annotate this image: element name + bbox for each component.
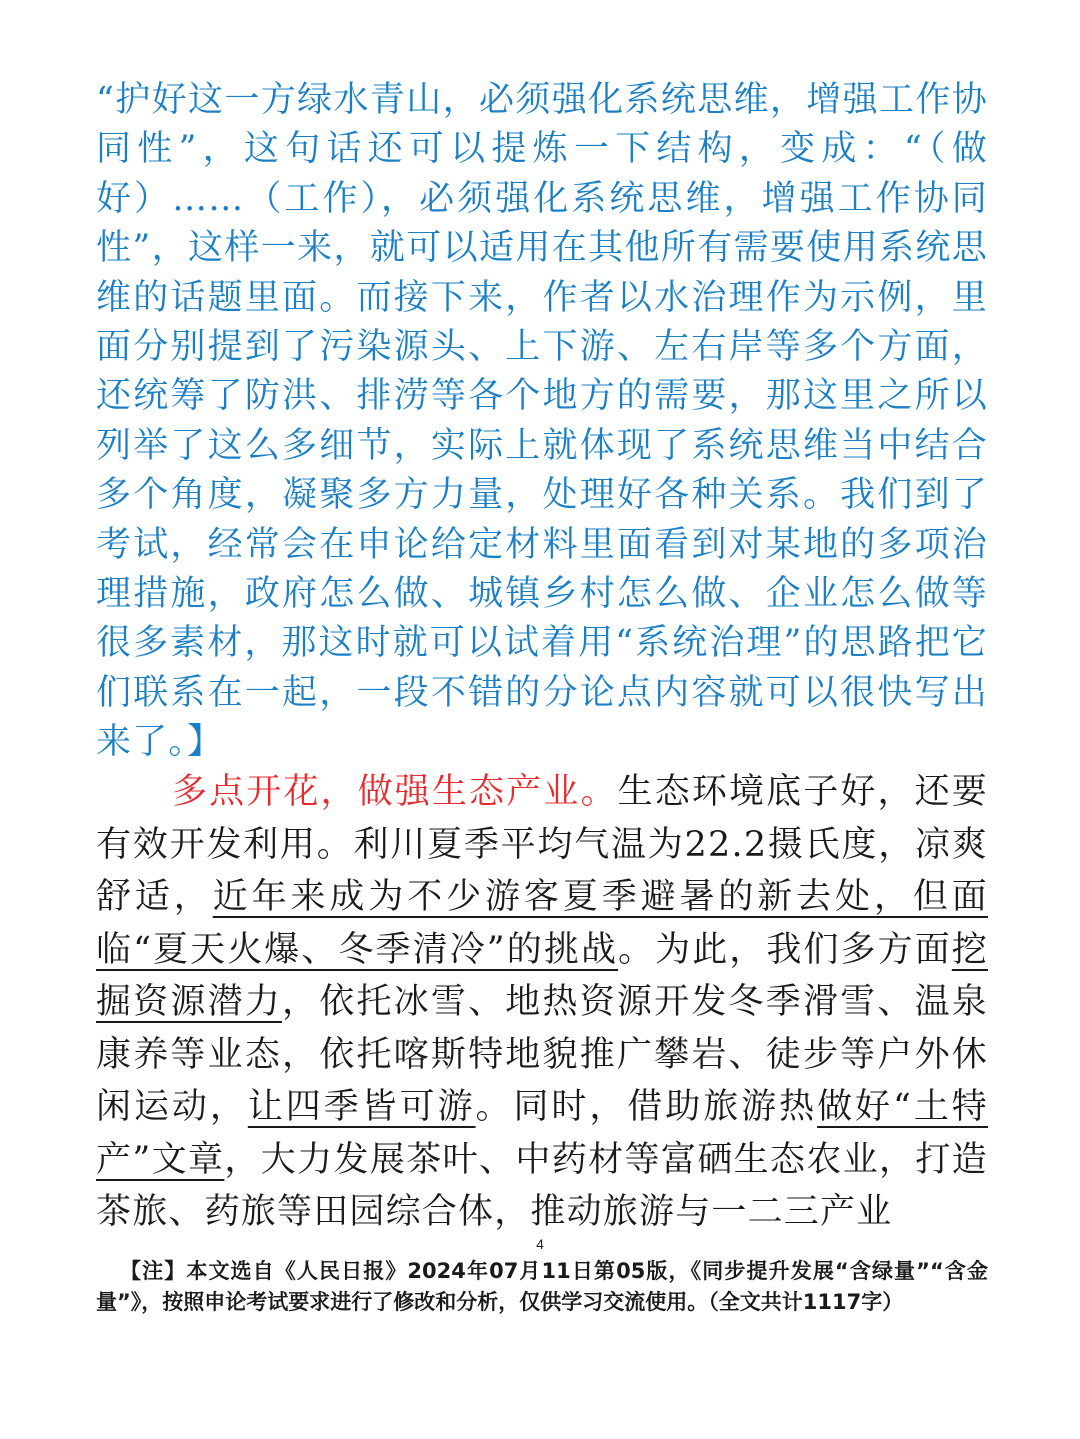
page-number: 4 bbox=[536, 1236, 544, 1252]
body-text: ，依托冰雪、地热资源开发冬季滑雪、温泉康养等业态，依托喀斯特地貌推广攀岩、徒步等户外休闲运动， bbox=[96, 982, 988, 1127]
underlined-text: 近年来成为不少游客夏季避暑的新去处，但面临“夏天火爆、冬季清冷”的挑战 bbox=[96, 877, 988, 970]
underlined-text: 做好“土特产”文章 bbox=[96, 1087, 988, 1180]
article-paragraph bbox=[96, 766, 988, 1239]
underlined-text: 让四季皆可游 bbox=[247, 1087, 476, 1127]
source-note: 【注】本文选自《人民日报》2024年07月11日第05版，《同步提升发展“含绿量”“含金量”》，按照申论考试要求进行了修改和分析，仅供学习交流使用。（全文共计1117字） bbox=[96, 1259, 988, 1314]
body-text: 。为此，我们多方面 bbox=[618, 929, 952, 970]
body-text: 生态环境底子好，还要有效开发利用。利川夏季平均气温为22.2摄氏度，凉爽舒适， bbox=[96, 772, 988, 917]
body-text: 。同时，借助旅游热 bbox=[475, 1087, 818, 1127]
underlined-text: 挖掘资源潜力 bbox=[96, 929, 988, 1022]
body-text: ，大力发展茶叶、中药材等富硒生态农业，打造茶旅、药旅等田园综合体，推动旅游与一二三产业 bbox=[96, 1139, 989, 1232]
analysis-paragraph: “护好这一方绿水青山，必须强化系统思维，增强工作协同性”，这句话还可以提炼一下结构，变成：“（做好）……（工作），必须强化系统思维，增强工作协同性”，这样一来，就可以适用在其他所有需要使用系统思维的话题里面。而接下来，作者以水治理作为示例，里面分别提到了污染源头、上下游、左右岸等多个方面，还统筹了防洪、排涝等各个地方的需要，那这里之所以列举了这么多细节，实际上就体现了系统思维当中结合多个角度，凝聚多方力量，处理好各种关系。我们到了考试，经常会在申论给定材料里面看到对某地的多项治理措施，政府怎么做、城镇乡村怎么做、企业怎么做等很多素材，那这时就可以试着用“系统治理”的思路把它们联系在一起，一段不错的分论点内容就可以很快写出来了。】 bbox=[96, 80, 988, 763]
section-heading: 多点开花，做强生态产业。 bbox=[172, 772, 618, 812]
